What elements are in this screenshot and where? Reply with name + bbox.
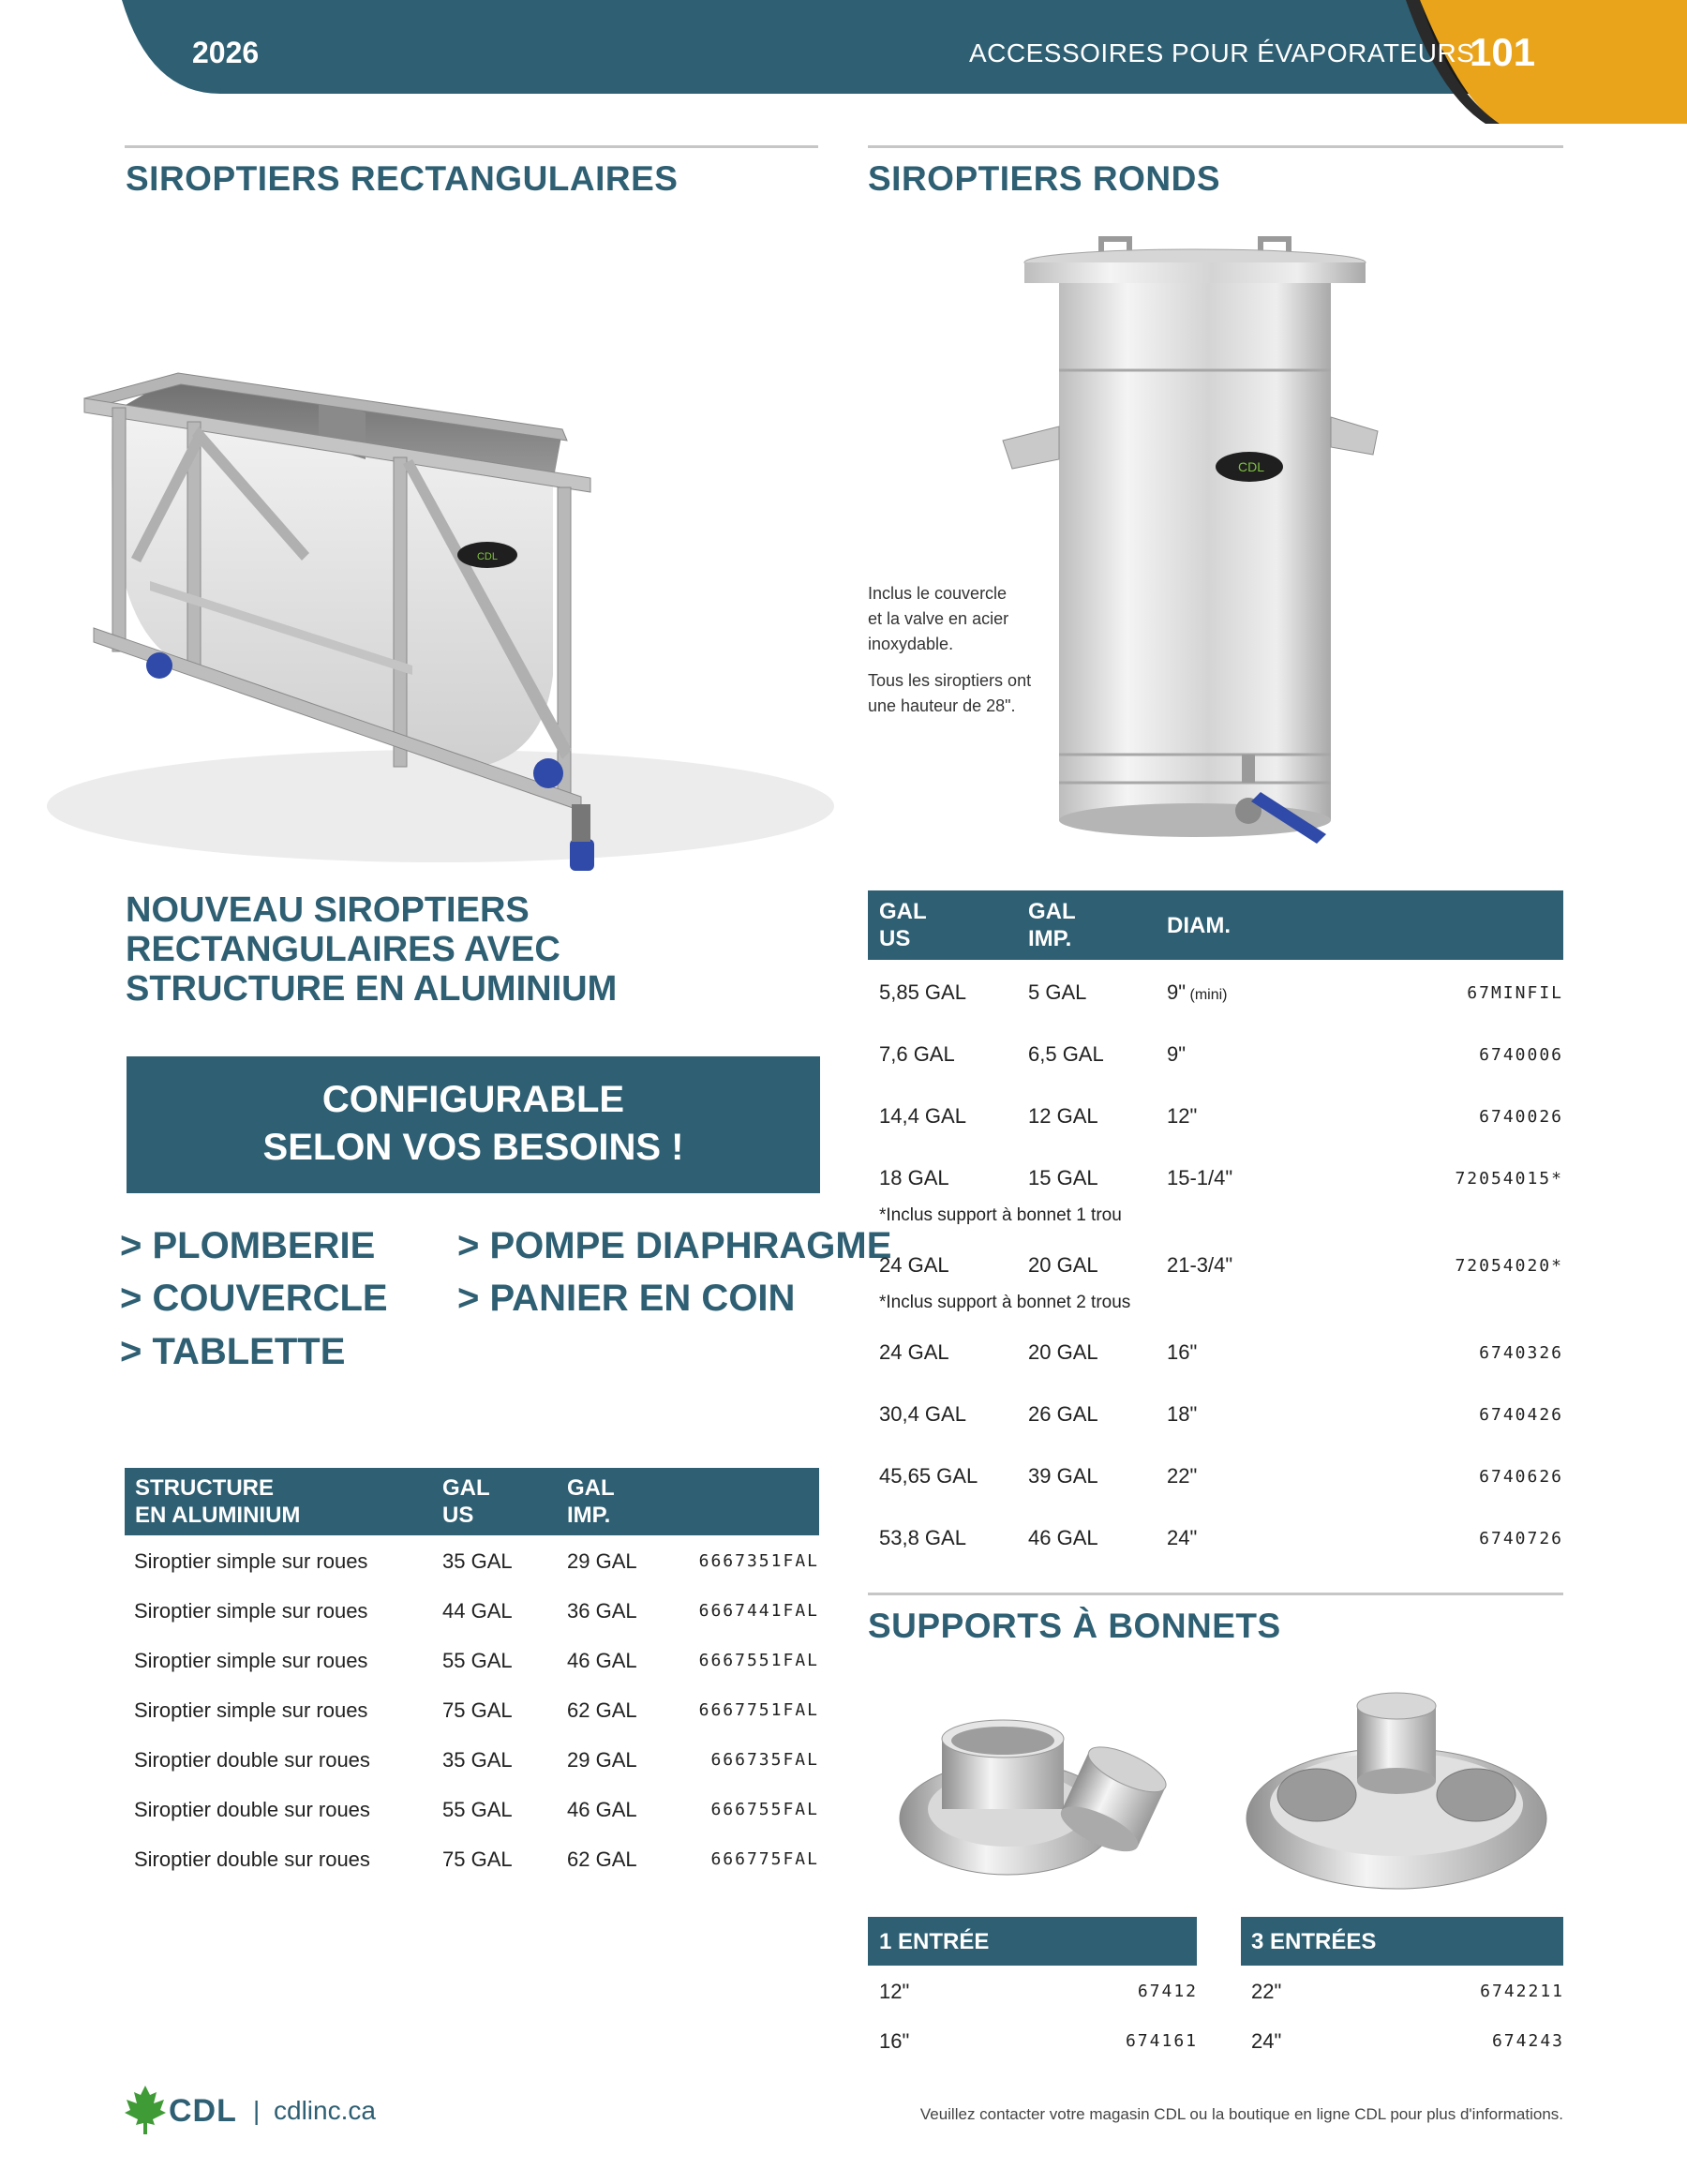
aluminium-header-structure-text: STRUCTURE EN ALUMINIUM (135, 1475, 301, 1528)
aluminium-row-gal-imp: 46 GAL (567, 1798, 637, 1821)
aluminium-row-gal-us: 75 GAL (442, 1698, 513, 1722)
round-row-gal-imp: 20 GAL (1028, 1340, 1098, 1364)
three-entries-code-2: 674243 (1491, 2031, 1564, 2051)
round-row-gal-us: 24 GAL (879, 1340, 949, 1364)
aluminium-header-gal-imp (567, 1474, 615, 1529)
aluminium-row-gal-imp: 46 GAL (567, 1649, 637, 1672)
aluminium-row-gal-imp: 29 GAL (567, 1748, 637, 1772)
one-entry-size-2: 16" (879, 2029, 910, 2053)
supports-title: SUPPORTS À BONNETS (868, 1607, 1281, 1645)
configurable-box-line-1: CONFIGURABLE (321, 1079, 625, 1120)
round-row-gal-imp: 46 GAL (1028, 1526, 1098, 1549)
round-row-gal-us: 45,65 GAL (879, 1464, 978, 1488)
round-row-gal-imp: 6,5 GAL (1028, 1042, 1104, 1066)
left-headline-line-1: NOUVEAU SIROPTIERS (126, 890, 530, 930)
round-row-gal-imp: 15 GAL (1028, 1166, 1098, 1189)
note-line-2: et la valve en acier (868, 609, 1009, 628)
aluminium-row-gal-imp: 29 GAL (567, 1549, 637, 1573)
round-siroptier-image (993, 230, 1396, 867)
page-number: 101 (1470, 30, 1536, 74)
three-entries-header-label: 3 ENTRÉES (1251, 1929, 1377, 1954)
svg-text:CDL: CDL (476, 551, 499, 562)
header-year: 2026 (192, 36, 260, 69)
round-header-gal-us (879, 898, 927, 952)
aluminium-header-structure (135, 1474, 300, 1529)
option-panier-en-coin: > PANIER EN COIN (457, 1278, 796, 1319)
aluminium-row-description: Siroptier simple sur roues (134, 1549, 368, 1573)
configurable-box-line-2: SELON VOS BESOINS ! (262, 1127, 684, 1168)
note-line-3: inoxydable. (868, 635, 954, 653)
aluminium-header-gal-imp-text: GAL IMP. (567, 1475, 615, 1528)
aluminium-row-description: Siroptier simple sur roues (134, 1698, 368, 1722)
round-row-gal-imp: 20 GAL (1028, 1253, 1098, 1277)
round-header-diam (1167, 912, 1231, 939)
footer-separator: | (253, 2096, 261, 2125)
cdl-maple-leaf-icon (125, 2086, 166, 2134)
round-row-gal-imp: 12 GAL (1028, 1104, 1098, 1128)
aluminium-row-code: 6667351FAL (698, 1551, 819, 1571)
aluminium-row-description: Siroptier simple sur roues (134, 1599, 368, 1623)
round-row-gal-imp: 39 GAL (1028, 1464, 1098, 1488)
one-entry-header-label: 1 ENTRÉE (879, 1929, 990, 1954)
round-row-gal-us: 7,6 GAL (879, 1042, 955, 1066)
round-row-code: 67MINFIL (1467, 983, 1563, 1003)
round-row-diam: 22" (1167, 1464, 1198, 1488)
round-row-code: 6740426 (1479, 1405, 1563, 1425)
round-row-gal-imp: 5 GAL (1028, 980, 1087, 1004)
aluminium-row-description: Siroptier double sur roues (134, 1847, 370, 1871)
round-row-diam-note: (mini) (1186, 987, 1228, 1003)
one-entry-size-1: 12" (879, 1980, 910, 2003)
note-line-5: une hauteur de 28". (868, 696, 1016, 715)
footer-website-link[interactable]: cdlinc.ca (274, 2096, 376, 2125)
aluminium-row-gal-us: 44 GAL (442, 1599, 513, 1623)
left-top-rule (125, 145, 818, 148)
round-header-diam-text: DIAM. (1167, 913, 1231, 938)
round-row-gal-us: 14,4 GAL (879, 1104, 966, 1128)
round-row-code: 6740726 (1479, 1529, 1563, 1548)
round-header-gal-imp (1028, 898, 1076, 952)
aluminium-row-code: 6667441FAL (698, 1601, 819, 1621)
header-section-title: ACCESSOIRES POUR ÉVAPORATEURS (969, 38, 1475, 67)
aluminium-row-description: Siroptier double sur roues (134, 1798, 370, 1821)
aluminium-row-code: 666735FAL (710, 1750, 819, 1770)
aluminium-row-gal-us: 55 GAL (442, 1649, 513, 1672)
round-row-gal-us: 18 GAL (879, 1166, 949, 1189)
rectangular-siroptier-image (37, 356, 853, 900)
aluminium-row-description: Siroptier simple sur roues (134, 1649, 368, 1672)
configurable-box (127, 1056, 820, 1193)
round-row-code: 6740006 (1479, 1045, 1563, 1065)
round-siroptier-logo-text: CDL (1237, 459, 1265, 474)
round-row-diam: 21-3/4" (1167, 1253, 1233, 1277)
round-row-code: 6740626 (1479, 1467, 1563, 1487)
round-row-diam: 12" (1167, 1104, 1198, 1128)
aluminium-row-gal-us: 55 GAL (442, 1798, 513, 1821)
one-entry-code-1: 67412 (1137, 1982, 1198, 2001)
round-row-code: 72054015* (1455, 1169, 1563, 1189)
round-header-gal-us-text: GAL US (879, 899, 927, 951)
aluminium-row-gal-us: 75 GAL (442, 1847, 513, 1871)
round-header-gal-imp-text: GAL IMP. (1028, 899, 1076, 951)
note-line-1: Inclus le couvercle (868, 584, 1008, 603)
aluminium-header-gal-us (442, 1474, 490, 1529)
aluminium-header-gal-us-text: GAL US (442, 1475, 490, 1528)
round-row-gal-us: 24 GAL (879, 1253, 949, 1277)
round-row-note: *Inclus support à bonnet 2 trous (879, 1293, 1131, 1312)
three-entries-size-2: 24" (1251, 2029, 1282, 2053)
round-row-diam: 15-1/4" (1167, 1166, 1233, 1189)
round-row-note: *Inclus support à bonnet 1 trou (879, 1205, 1122, 1225)
left-headline-line-3: STRUCTURE EN ALUMINIUM (126, 969, 618, 1009)
aluminium-row-code: 6667551FAL (698, 1651, 819, 1670)
support-3-entries-image (1237, 1687, 1556, 1893)
right-section-title: SIROPTIERS RONDS (868, 159, 1220, 198)
round-row-gal-us: 53,8 GAL (879, 1526, 966, 1549)
round-row-diam: 9" (mini) (1167, 980, 1228, 1004)
aluminium-row-code: 666775FAL (710, 1849, 819, 1869)
option-pompe-diaphragme: > POMPE DIAPHRAGME (457, 1225, 892, 1266)
aluminium-row-gal-imp: 36 GAL (567, 1599, 637, 1623)
three-entries-code-1: 6742211 (1480, 1982, 1564, 2001)
left-section-title: SIROPTIERS RECTANGULAIRES (126, 159, 679, 198)
aluminium-row-gal-imp: 62 GAL (567, 1698, 637, 1722)
right-top-rule (868, 145, 1563, 148)
aluminium-row-description: Siroptier double sur roues (134, 1748, 370, 1772)
left-headline-line-2: RECTANGULAIRES AVEC (126, 930, 560, 969)
round-row-diam: 9" (1167, 1042, 1187, 1066)
aluminium-row-gal-imp: 62 GAL (567, 1847, 637, 1871)
round-row-diam: 16" (1167, 1340, 1198, 1364)
round-row-diam: 18" (1167, 1402, 1198, 1426)
one-entry-code-2: 674161 (1125, 2031, 1198, 2051)
supports-rule (868, 1593, 1563, 1595)
option-plomberie: > PLOMBERIE (120, 1225, 376, 1266)
aluminium-row-code: 666755FAL (710, 1800, 819, 1819)
round-row-code: 72054020* (1455, 1256, 1563, 1276)
left-headline (126, 890, 617, 1009)
round-row-gal-imp: 26 GAL (1028, 1402, 1098, 1426)
footer-disclaimer: Veuillez contacter votre magasin CDL ou la boutique en ligne CDL pour plus d'informations. (919, 2105, 1563, 2123)
round-siroptier-notes (868, 581, 1031, 719)
round-row-gal-us: 30,4 GAL (879, 1402, 966, 1426)
round-row-gal-us: 5,85 GAL (879, 980, 966, 1004)
option-tablette: > TABLETTE (120, 1331, 346, 1372)
aluminium-row-code: 6667751FAL (698, 1700, 819, 1720)
round-row-code: 6740326 (1479, 1343, 1563, 1363)
round-row-code: 6740026 (1479, 1107, 1563, 1127)
option-couvercle: > COUVERCLE (120, 1278, 388, 1319)
footer-brand: CDL (169, 2093, 237, 2129)
three-entries-size-1: 22" (1251, 1980, 1282, 2003)
aluminium-row-gal-us: 35 GAL (442, 1549, 513, 1573)
note-line-4: Tous les siroptiers ont (868, 671, 1032, 690)
round-row-diam: 24" (1167, 1526, 1198, 1549)
support-1-entry-image (895, 1711, 1176, 1889)
aluminium-row-gal-us: 35 GAL (442, 1748, 513, 1772)
